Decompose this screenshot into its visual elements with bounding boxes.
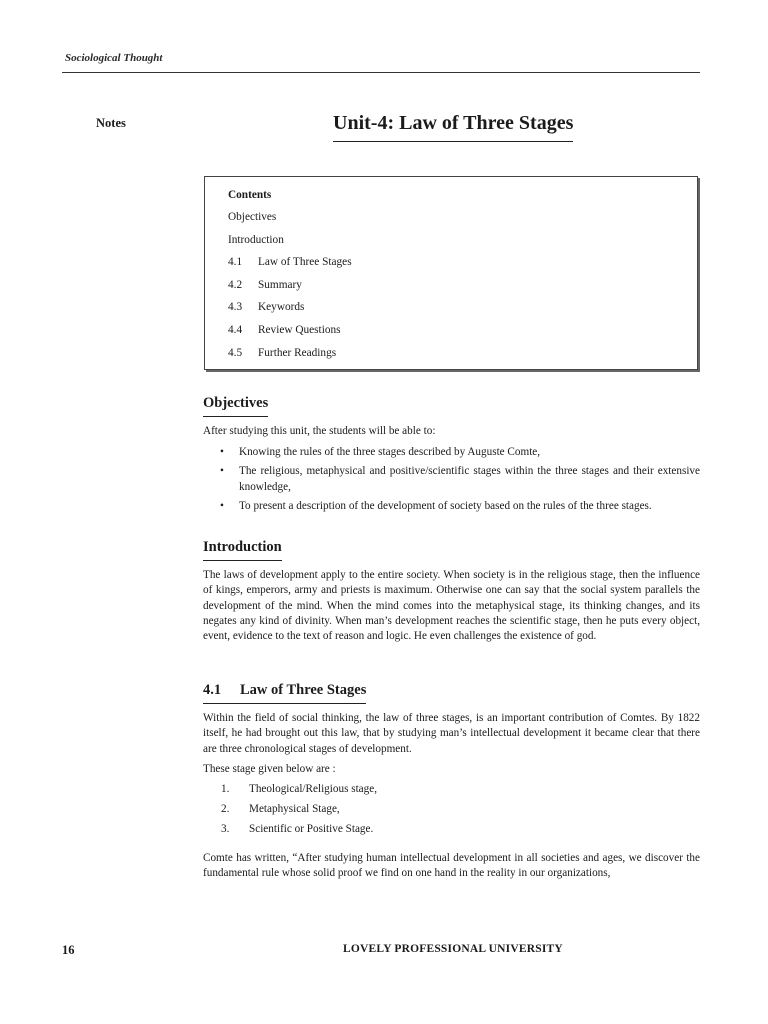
contents-item-4-5	[228, 347, 697, 370]
section-4-1-heading	[203, 682, 366, 704]
list-item-number: 3.	[221, 823, 230, 835]
contents-item-label: Objectives	[228, 211, 277, 223]
running-header-title: Sociological Thought	[65, 52, 163, 64]
list-item-number: 2.	[221, 803, 230, 815]
list-item	[203, 783, 377, 803]
bullet-icon: •	[220, 499, 224, 512]
contents-heading: Contents	[228, 189, 272, 201]
list-item-text: Scientific or Positive Stage.	[249, 823, 374, 835]
contents-item-objectives	[228, 211, 697, 234]
list-item	[203, 803, 377, 823]
section-4-1-paragraph-2: Comte has written, “After studying human intellectual development in all societies and ages, we discover the fundamental rule whose solid proof we find on one hand in the reality in our organizations,	[203, 852, 700, 880]
footer-university: LOVELY PROFESSIONAL UNIVERSITY	[343, 943, 563, 955]
contents-item-4-4	[228, 324, 697, 347]
section-title: Law of Three Stages	[240, 682, 367, 698]
list-item-text: Knowing the rules of the three stages described by Auguste Comte,	[239, 446, 541, 458]
list-item-text: Theological/Religious stage,	[249, 783, 378, 795]
contents-item-number: 4.5	[228, 346, 243, 359]
contents-item-label: Review Questions	[258, 323, 341, 336]
stages-list	[203, 783, 377, 843]
list-item	[203, 464, 700, 495]
list-item	[203, 823, 377, 843]
list-item-text: To present a description of the development of society based on the rules of the three stages.	[239, 499, 652, 512]
list-item	[203, 445, 700, 460]
list-item-text: Metaphysical Stage,	[249, 803, 340, 815]
section-number: 4.1	[203, 682, 222, 698]
objectives-heading: Objectives	[203, 395, 268, 417]
objectives-list	[203, 445, 700, 518]
contents-box	[204, 176, 698, 370]
contents-item-number: 4.3	[228, 301, 243, 314]
contents-item-label: Summary	[258, 278, 302, 291]
list-item-text: The religious, metaphysical and positive/scientific stages within the three stages and their extensive knowledge,	[239, 465, 700, 493]
contents-item-label: Keywords	[258, 301, 305, 314]
contents-item-number: 4.4	[228, 323, 243, 336]
page-number: 16	[62, 943, 75, 957]
contents-item-number: 4.2	[228, 278, 243, 291]
contents-item-4-2	[228, 279, 697, 302]
margin-notes-label: Notes	[96, 116, 126, 130]
bullet-icon: •	[220, 446, 224, 458]
introduction-heading: Introduction	[203, 539, 282, 561]
contents-item-4-1	[228, 256, 697, 279]
contents-item-label: Further Readings	[258, 346, 337, 359]
header-rule	[62, 72, 700, 73]
list-item-number: 1.	[221, 783, 230, 795]
bullet-icon: •	[220, 465, 224, 478]
contents-item-label: Law of Three Stages	[258, 256, 352, 269]
list-item	[203, 499, 700, 514]
contents-item-introduction	[228, 234, 697, 257]
introduction-paragraph: The laws of development apply to the entire society. When society is in the religious stage, then the influence of kings, emperors, army and priests is maximum. Otherwise one can say that the social system parallels the development of the mind. When the mind comes into the metaphysical stage, its thinking changes, and its negates any kind of divinity. When man’s development reaches the scientific stage, then he puts every object, event, evidence to the text of reason and logic. He even challenges the existence of god.	[203, 569, 700, 643]
contents-item-label: Introduction	[228, 233, 284, 246]
contents-item-number: 4.1	[228, 256, 243, 269]
unit-title: Unit-4: Law of Three Stages	[333, 112, 573, 142]
objectives-intro: After studying this unit, the students will be able to:	[203, 425, 436, 437]
section-4-1-paragraph-1: Within the field of social thinking, the law of three stages, is an important contribution of Comtes. By 1822 itself, he had brought out this law, that by studying man’s intellectual development it became clear that there are three chronological stages of development.	[203, 712, 700, 755]
stages-list-intro: These stage given below are :	[203, 763, 336, 775]
contents-item-4-3	[228, 301, 697, 324]
